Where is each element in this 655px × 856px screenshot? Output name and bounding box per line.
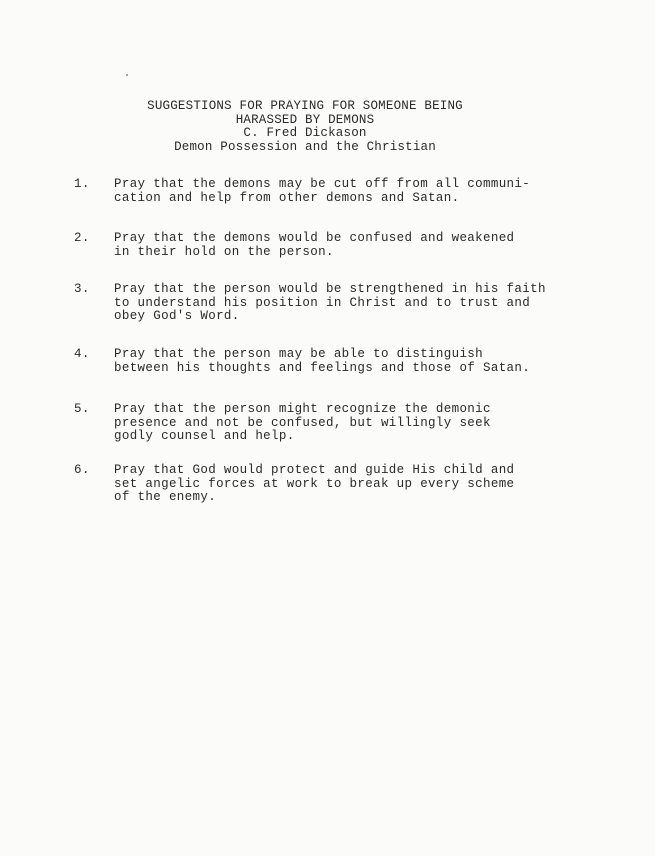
author-line: C. Fred Dickason	[243, 126, 367, 140]
item-text: Pray that the person may be able to distinguish between his thoughts and feelings and those of Satan.	[114, 347, 531, 375]
list-item	[74, 464, 634, 505]
source-line: Demon Possession and the Christian	[174, 139, 436, 154]
item-text: Pray that the demons may be cut off from all communi- cation and help from other demons and Satan.	[114, 177, 531, 205]
paper-speck	[126, 74, 128, 76]
item-number: 1.	[74, 177, 90, 191]
item-text: Pray that the person might recognize the demonic presence and not be confused, but willingly seek godly counsel and help.	[114, 402, 491, 443]
item-number: 2.	[74, 231, 90, 245]
title-line-1: SUGGESTIONS FOR PRAYING FOR SOMEONE BEING	[147, 99, 463, 113]
list-item	[74, 348, 634, 375]
item-number: 4.	[74, 347, 90, 361]
item-text: Pray that God would protect and guide His child and set angelic forces at work to break up every scheme of the enemy.	[114, 463, 515, 504]
item-text: Pray that the demons would be confused and weakened in their hold on the person.	[114, 231, 515, 259]
item-number: 3.	[74, 282, 90, 296]
title-line-2: HARASSED BY DEMONS	[235, 112, 375, 127]
item-text: Pray that the person would be strengthened in his faith to understand his position in Christ and to trust and obey God's Word.	[114, 282, 546, 323]
list-item	[74, 232, 634, 259]
list-item	[74, 283, 634, 324]
list-item	[74, 178, 634, 205]
item-number: 5.	[74, 402, 90, 416]
document-header	[0, 100, 610, 154]
list-item	[74, 403, 634, 444]
item-number: 6.	[74, 463, 90, 477]
